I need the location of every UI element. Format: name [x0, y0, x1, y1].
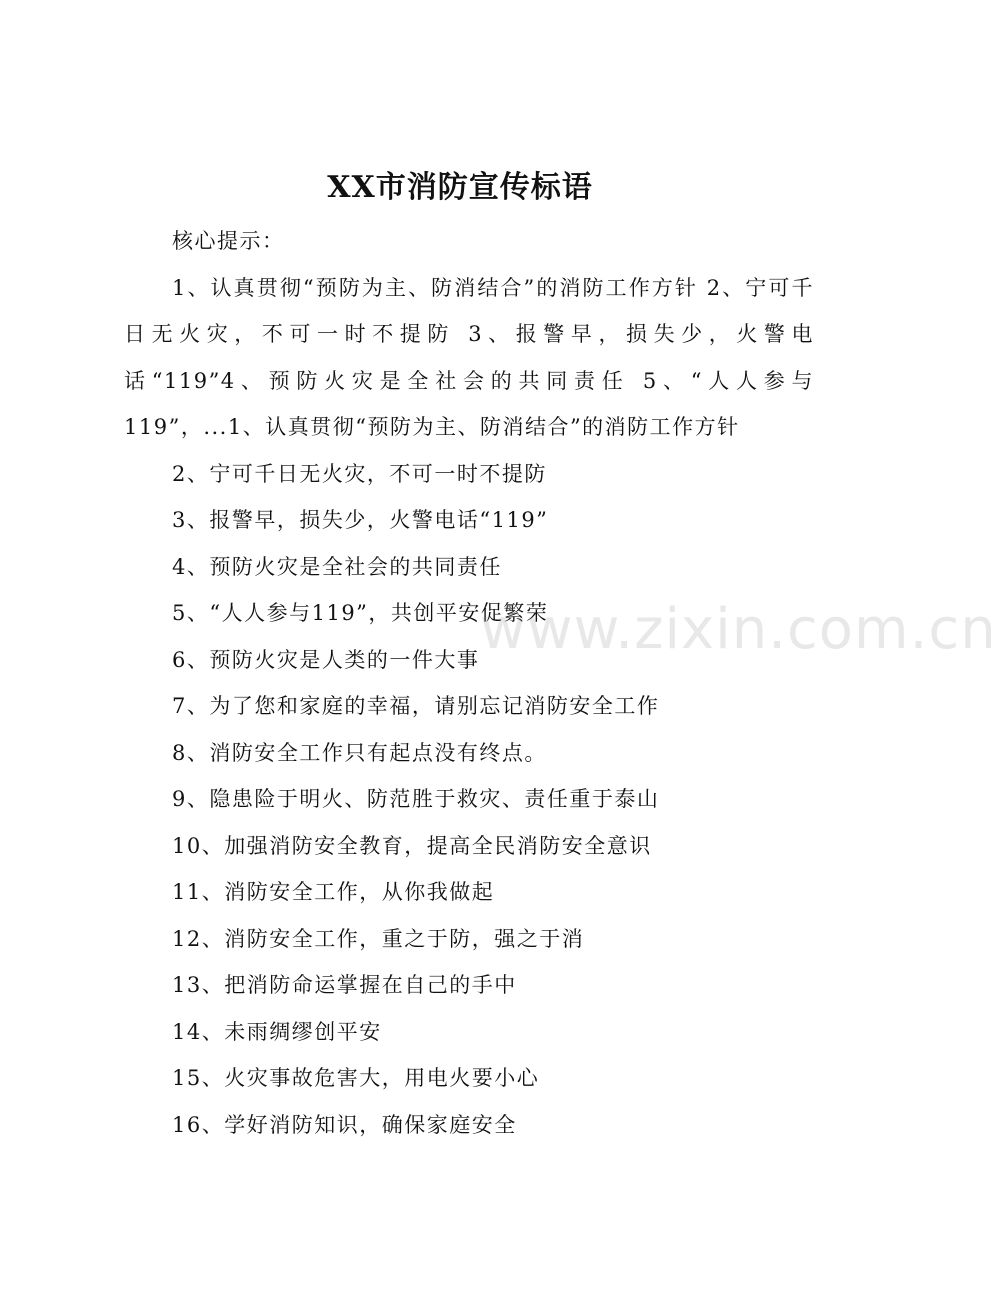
slogan-item: 12、消防安全工作，重之于防，强之于消 — [172, 926, 585, 951]
slogan-item: 13、把消防命运掌握在自己的手中 — [172, 973, 517, 997]
slogan-item: 8、消防安全工作只有起点没有终点。 — [172, 740, 547, 765]
intro-label: 核心提示： — [172, 229, 285, 253]
summary-paragraph: 1、认真贯彻“预防为主、防消结合”的消防工作方针 2、宁可千日无火灾，不可一时不提防 3、报警早，损失少，火警电话“119”4、预防火灾是全社会的共同责任 5、“人人参与119”，...1、认真贯彻“预防为主、防消结合”的消防工作方针 — [124, 275, 814, 439]
slogan-item: 16、学好消防知识，确保家庭安全 — [172, 1112, 517, 1137]
slogan-item: 10、加强消防安全教育，提高全民消防安全意识 — [172, 833, 652, 858]
slogan-item: 15、火灾事故危害大，用电火要小心 — [172, 1066, 540, 1090]
slogan-item: 4、预防火灾是全社会的共同责任 — [172, 554, 502, 579]
slogan-item: 14、未雨绸缪创平安 — [172, 1019, 382, 1044]
site-watermark: www.zixin.com.cn — [480, 597, 997, 662]
document-body — [124, 218, 814, 1148]
slogan-item: 3、报警早，损失少，火警电话“119” — [172, 508, 549, 532]
slogan-item: 5、“人人参与119”，共创平安促繁荣 — [172, 601, 549, 625]
slogan-item: 6、预防火灾是人类的一件大事 — [172, 647, 480, 672]
slogan-item: 2、宁可千日无火灾，不可一时不提防 — [172, 461, 547, 486]
slogan-item: 9、隐患险于明火、防范胜于救灾、责任重于泰山 — [172, 787, 660, 811]
page-title: XX市消防宣传标语 — [327, 170, 593, 205]
slogan-item: 7、为了您和家庭的幸福，请别忘记消防安全工作 — [172, 694, 660, 718]
slogan-item: 11、消防安全工作，从你我做起 — [172, 880, 495, 904]
